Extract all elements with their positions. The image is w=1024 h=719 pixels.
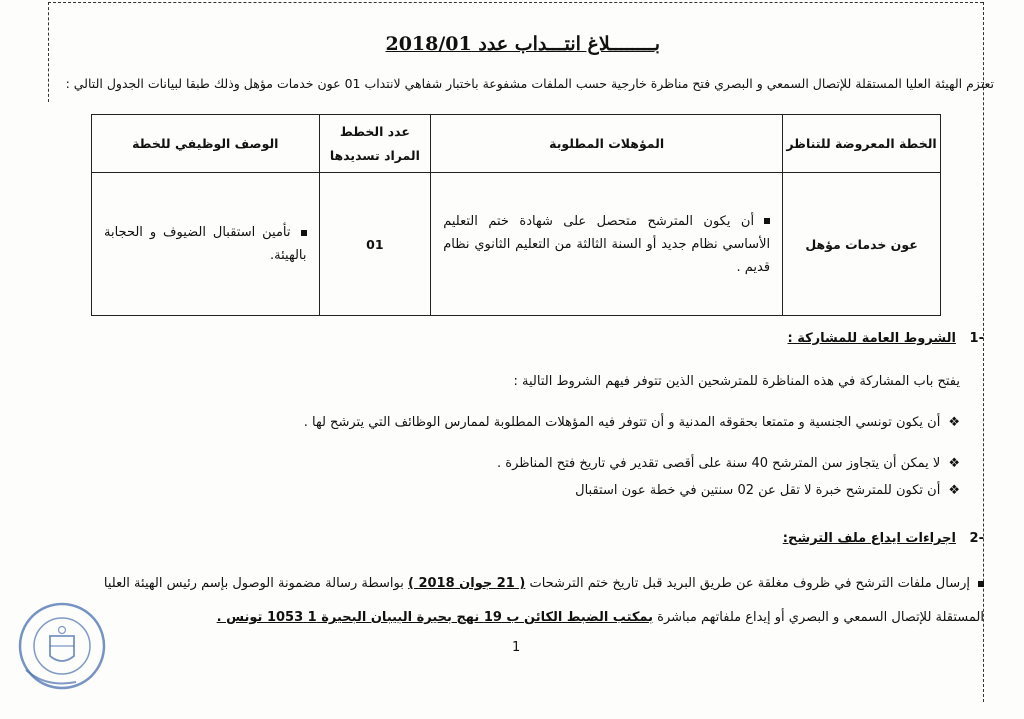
section1-title: الشروط العامة للمشاركة : [787, 331, 956, 346]
office-address: بمكتب الضبط الكائن ب 19 نهج بحيرة البيبان البحيرة 1 1053 تونس . [216, 610, 654, 625]
section2-line2: المستقلة للإتصال السمعي و البصري أو إيداع ملفاتهم مباشرة بمكتب الضبط الكائن ب 19 نهج بحيرة البيبان البحيرة 1 1053 تونس . [216, 610, 984, 625]
section2-heading [783, 531, 984, 546]
official-seal-icon [16, 600, 108, 692]
condition-item: ❖أن تكون للمترشح خبرة لا تقل عن 02 سنتين في خطة عون استقبال [575, 483, 960, 498]
section2-line1: إرسال ملفات الترشح في ظروف مغلقة عن طريق البريد قبل تاريخ ختم الترشحات ( 21 جوان 2018 ) بواسطة رسالة مضمونة الوصول بإسم رئيس الهيئة العليا [44, 570, 984, 598]
square-bullet-icon [764, 218, 770, 224]
cell-qualifications [431, 173, 783, 316]
diamond-bullet-icon: ❖ [948, 456, 960, 471]
square-bullet-icon [978, 581, 984, 587]
diamond-bullet-icon: ❖ [948, 483, 960, 498]
section2-title: اجراءات ايداع ملف الترشح: [782, 531, 956, 546]
deadline-date: ( 21 جوان 2018 ) [407, 576, 526, 591]
section2-body [44, 570, 984, 632]
header-count-label: عدد الخطط المراد تسديدها [329, 123, 420, 163]
square-bullet-icon [301, 230, 307, 236]
cell-position: عون خدمات مؤهل [783, 173, 941, 316]
header-description: الوصف الوظيفي للخطة [92, 115, 320, 173]
condition-item: ❖أن يكون تونسي الجنسية و متمتعا بحقوقه المدنية و أن تتوفر فيه المؤهلات المطلوبة لممارس الوظائف التي يترشح لها . [303, 415, 960, 430]
table-row [92, 173, 941, 316]
table-header-row [92, 115, 941, 173]
section2-number: -2 [969, 531, 984, 546]
dashed-frame-top [48, 2, 983, 3]
cell-count: 01 [319, 173, 431, 316]
description-text: تأمين استقبال الضيوف و الحجابة بالهيئة. [104, 225, 307, 263]
condition-item: ❖لا يمكن أن يتجاوز سن المترشح 40 سنة على أقصى تقدير في تاريخ فتح المناظرة . [497, 456, 960, 471]
document-title: بــــــــلاغ انتـــداب عدد 2018/01 [385, 33, 660, 55]
diamond-bullet-icon: ❖ [948, 415, 960, 430]
page-number: 1 [512, 640, 521, 655]
header-count [319, 115, 431, 173]
section1-lead: يفتح باب المشاركة في هذه المناظرة للمترشحين الذين تتوفر فيهم الشروط التالية : [513, 374, 960, 389]
positions-table [91, 114, 941, 316]
intro-paragraph: تعتزم الهيئة العليا المستقلة للإتصال السمعي و البصري فتح مناظرة خارجية حسب الملفات مشفوعة باختبار شفاهي لانتداب 01 عون خدمات مؤهل وذلك طبقا لبيانات الجدول التالي : [65, 76, 994, 91]
header-qualifications: المؤهلات المطلوبة [431, 115, 783, 173]
qualifications-text: أن يكون المترشح متحصل على شهادة ختم التعليم الأساسي نظام جديد أو السنة الثالثة من التعليم الثانوي نظام قديم . [443, 213, 771, 275]
header-position: الخطة المعروضة للتناظر [783, 115, 941, 173]
section1-heading [788, 331, 984, 346]
section1-number: -1 [969, 331, 984, 346]
cell-description [92, 173, 320, 316]
